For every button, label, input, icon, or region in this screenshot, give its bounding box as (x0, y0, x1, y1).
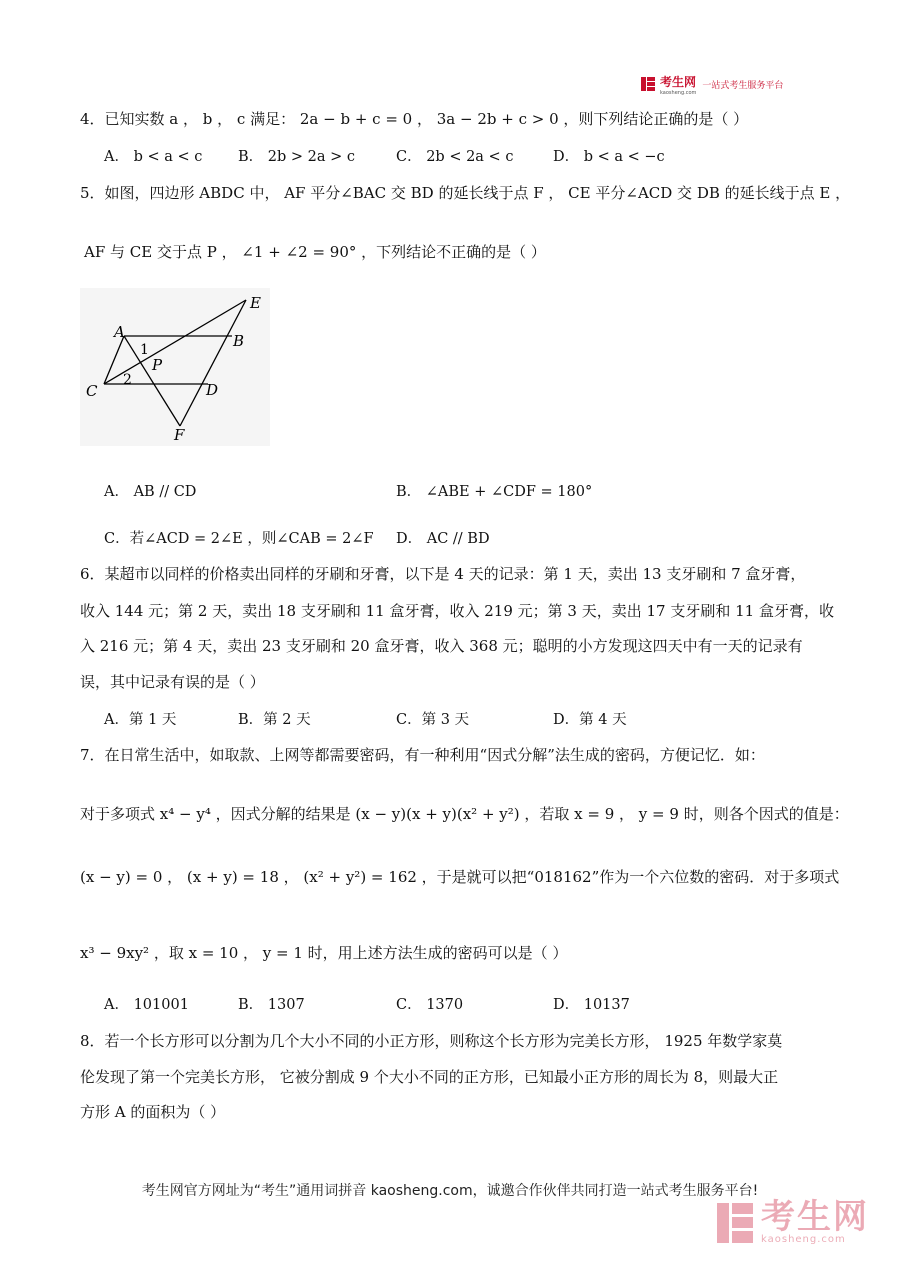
watermark-logo-icon (715, 1201, 755, 1245)
q5-option-b: B． ∠ABE + ∠CDF = 180° (396, 484, 593, 500)
footer-text: 考生网官方网址为“考生”通用词拼音 kaosheng.com，诚邀合作伙伴共同打造一站式考生服务平台! (141, 1183, 759, 1199)
watermark (715, 1197, 869, 1245)
line-AF (124, 336, 180, 426)
q4-option-b: B． 2b > 2a > c (238, 149, 355, 165)
q4-stem: 4．已知实数 a ， b ， c 满足： 2a − b + c = 0 ， 3a − 2b + c > 0 ，则下列结论正确的是（ ） (80, 110, 749, 128)
label-angle-1: 1 (140, 342, 149, 358)
label-B: B (233, 332, 245, 350)
header-logo (640, 72, 783, 96)
q6-line-4: 误，其中记录有误的是（ ） (80, 673, 265, 691)
label-C: C (86, 382, 98, 400)
label-P: P (152, 356, 163, 374)
q4-option-d: D． b < a < −c (553, 149, 665, 165)
q5-figure-svg (80, 288, 270, 446)
q7-line-3: (x − y) = 0 ， (x + y) = 18 ， (x² + y²) = 162 ，于是就可以把“018162”作为一个六位数的密码．对于多项式 (80, 868, 840, 886)
label-angle-2: 2 (123, 372, 132, 388)
q6-line-3: 入 216 元；第 4 天，卖出 23 支牙刷和 20 盒牙膏，收入 368 元；聪明的小方发现这四天中有一天的记录有 (80, 637, 803, 655)
q6-option-c: C．第 3 天 (396, 712, 470, 728)
q4-option-a: A． b < a < c (104, 149, 203, 165)
brand-name: 考生网 (660, 75, 697, 89)
label-E: E (250, 294, 261, 312)
brand-logo-icon (640, 76, 656, 92)
brand-domain: kaosheng.com (660, 90, 697, 96)
q7-option-b: B． 1307 (238, 997, 305, 1013)
q5-line-2: AF 与 CE 交于点 P ， ∠1 + ∠2 = 90° ，下列结论不正确的是（ ） (84, 243, 546, 261)
q6-line-1: 6．某超市以同样的价格卖出同样的牙刷和牙膏，以下是 4 天的记录：第 1 天，卖出 13 支牙刷和 7 盒牙膏， (80, 565, 806, 583)
q8-line-2: 伦发现了第一个完美长方形， 它被分割成 9 个大小不同的正方形，已知最小正方形的周长为 8，则最大正 (80, 1068, 779, 1086)
q5-line-1: 5．如图，四边形 ABDC 中， AF 平分∠BAC 交 BD 的延长线于点 F ， CE 平分∠ACD 交 DB 的延长线于点 E ， (80, 184, 851, 202)
q4-option-c: C． 2b < 2a < c (396, 149, 514, 165)
q7-line-1: 7．在日常生活中，如取款、上网等都需要密码，有一种利用“因式分解”法生成的密码，方便记忆．如： (80, 746, 765, 764)
label-A: A (114, 323, 125, 341)
q7-option-c: C． 1370 (396, 997, 464, 1013)
q8-line-1: 8．若一个长方形可以分割为几个大小不同的小正方形，则称这个长方形为完美长方形， 1925 年数学家莫 (80, 1032, 783, 1050)
q7-line-2: 对于多项式 x⁴ − y⁴ ，因式分解的结果是 (x − y)(x + y)(x² + y²) ，若取 x = 9 ， y = 9 时，则各个因式的值是： (80, 805, 849, 823)
q7-option-a: A． 101001 (104, 997, 189, 1013)
q6-line-2: 收入 144 元；第 2 天，卖出 18 支牙刷和 11 盒牙膏，收入 219 元；第 3 天，卖出 17 支牙刷和 11 盒牙膏，收 (80, 602, 834, 620)
q6-option-b: B．第 2 天 (238, 712, 311, 728)
label-D: D (206, 381, 219, 399)
q8-line-3: 方形 A 的面积为（ ） (80, 1103, 226, 1121)
q7-option-d: D． 10137 (553, 997, 630, 1013)
label-F: F (174, 426, 185, 444)
q7-line-4: x³ − 9xy² ，取 x = 10 ， y = 1 时，用上述方法生成的密码可以是（ ） (80, 944, 568, 962)
q5-option-c: C．若∠ACD = 2∠E ，则∠CAB = 2∠F (104, 531, 374, 547)
watermark-brand: 考生网 (761, 1197, 869, 1237)
q5-figure (80, 288, 270, 446)
q6-option-d: D．第 4 天 (553, 712, 627, 728)
q6-option-a: A．第 1 天 (104, 712, 177, 728)
brand-slogan: 一站式考生服务平台 (702, 80, 784, 91)
line-AC (104, 336, 124, 384)
q5-option-a: A． AB // CD (104, 484, 197, 500)
q5-option-d: D． AC // BD (396, 531, 490, 547)
watermark-domain: kaosheng.com (761, 1234, 846, 1245)
